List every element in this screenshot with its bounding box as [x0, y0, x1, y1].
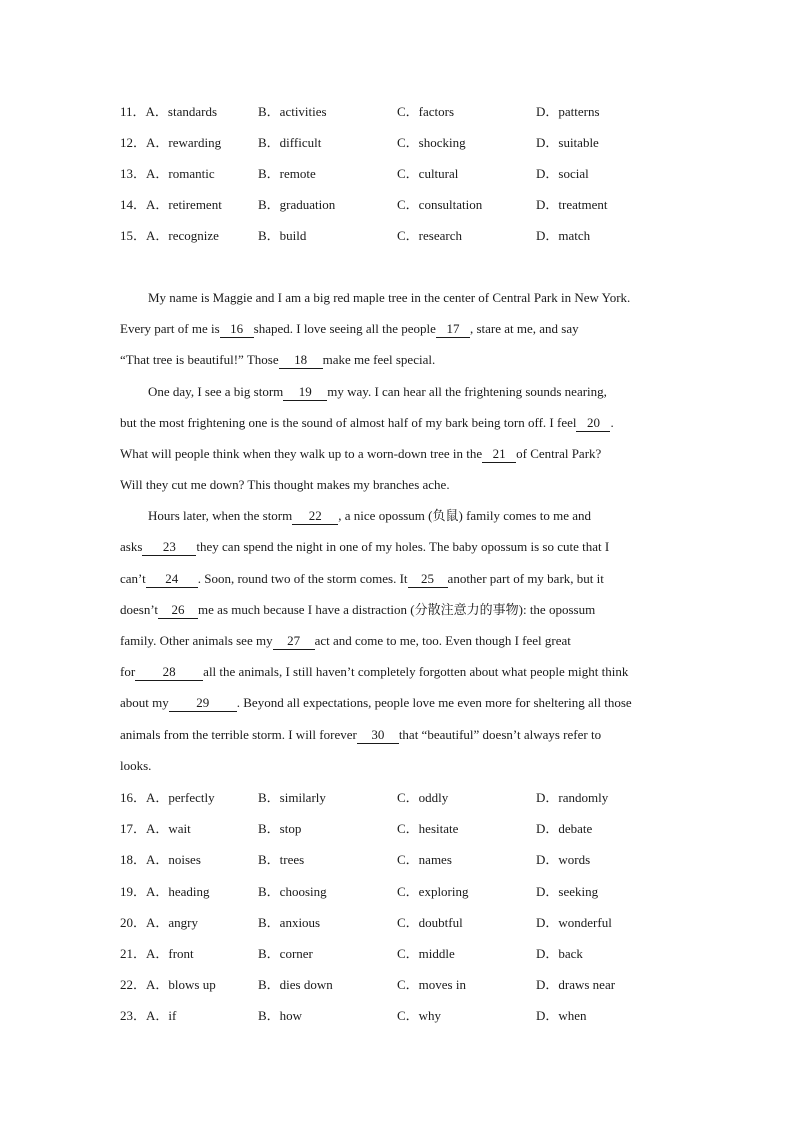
option-c-text: names: [418, 852, 452, 867]
question-number: 15: [120, 228, 133, 243]
option-d-text: wonderful: [558, 915, 612, 930]
option-a-text: noises: [168, 852, 201, 867]
option-d: D．words: [536, 852, 591, 867]
option-d-text: treatment: [558, 197, 608, 212]
option-a-text: recognize: [168, 228, 219, 243]
passage-line: [120, 693, 632, 713]
option-b: B．stop: [258, 821, 302, 836]
passage-text: My name is Maggie and I am a big red maple tree in the center of Central Park in New York.: [148, 290, 631, 305]
option-a-text: standards: [167, 104, 218, 119]
option-d-text: randomly: [558, 790, 609, 805]
option-a-text: romantic: [168, 166, 215, 181]
question-number: 14: [120, 197, 133, 212]
option-d: D．patterns: [536, 104, 600, 119]
passage-line: [120, 475, 450, 495]
passage-line: [148, 506, 591, 526]
passage-text: .: [610, 415, 614, 430]
passage-text: they can spend the night in one of my holes. The baby opossum is so cute that I: [196, 539, 610, 554]
passage-text: my way. I can hear all the frightening sounds nearing,: [327, 384, 607, 399]
option-b: B．how: [258, 1008, 303, 1023]
question-number: 19: [120, 884, 133, 899]
blank-25: 25: [408, 571, 448, 588]
passage-line: [120, 537, 609, 557]
passage-line: [148, 288, 630, 308]
blank-24: 24: [146, 571, 198, 588]
option-c-text: research: [418, 228, 462, 243]
question-number: 18: [120, 852, 133, 867]
option-d: D．suitable: [536, 135, 599, 150]
option-a: 20．A．angry: [120, 915, 198, 930]
passage-line: [120, 444, 601, 464]
option-a: 16．A．perfectly: [120, 790, 215, 805]
passage-text: all the animals, I still haven’t completely forgotten about what people might think: [203, 664, 629, 679]
blank-23: 23: [142, 539, 196, 556]
question-number: 17: [120, 821, 133, 836]
option-a-text: angry: [168, 915, 198, 930]
option-b: B．dies down: [258, 977, 333, 992]
blank-21: 21: [482, 446, 516, 463]
option-b: B．choosing: [258, 884, 327, 899]
blank-30: 30: [357, 727, 399, 744]
option-a: 15．A．recognize: [120, 228, 219, 243]
option-d: D．back: [536, 946, 583, 961]
question-number: 20: [120, 915, 133, 930]
option-d-text: match: [558, 228, 591, 243]
option-d: D．draws near: [536, 977, 616, 992]
option-b-text: activities: [279, 104, 327, 119]
option-b: B．anxious: [258, 915, 321, 930]
option-b: B．graduation: [258, 197, 336, 212]
option-b-text: build: [279, 228, 307, 243]
option-b-text: dies down: [279, 977, 333, 992]
question-number: 16: [120, 790, 133, 805]
question-number: 22: [120, 977, 133, 992]
option-d: D．seeking: [536, 884, 599, 899]
passage-line: [120, 756, 151, 776]
option-a-text: if: [168, 1008, 177, 1023]
option-b-text: choosing: [279, 884, 327, 899]
option-c-text: shocking: [418, 135, 466, 150]
blank-17: 17: [436, 321, 470, 338]
option-c-text: moves in: [418, 977, 466, 992]
option-b: B．corner: [258, 946, 313, 961]
option-a: 11．A．standards: [120, 104, 218, 119]
passage-text: act and come to me, too. Even though I feel great: [314, 633, 571, 648]
option-d: D．match: [536, 228, 591, 243]
option-c: C．doubtful: [397, 915, 463, 930]
passage-line: [120, 569, 604, 589]
option-a-text: retirement: [168, 197, 222, 212]
blank-19: 19: [283, 384, 327, 401]
passage-line: [120, 413, 614, 433]
option-a: 14．A．retirement: [120, 197, 222, 212]
option-d-text: draws near: [558, 977, 616, 992]
option-b-text: how: [279, 1008, 303, 1023]
blank-29: 29: [169, 695, 237, 712]
option-c: C．shocking: [397, 135, 466, 150]
passage-text: Hours later, when the storm: [148, 508, 293, 523]
question-number: 21: [120, 946, 133, 961]
blank-27: 27: [273, 633, 315, 650]
option-b: B．remote: [258, 166, 316, 181]
passage-text: . Soon, round two of the storm comes. It: [197, 571, 408, 586]
blank-18: 18: [279, 352, 323, 369]
option-c: C．cultural: [397, 166, 459, 181]
blank-26: 26: [158, 602, 198, 619]
option-d: D．social: [536, 166, 589, 181]
option-d: D．debate: [536, 821, 593, 836]
passage-text: me as much because I have a distraction (分散注意力的事物): the opossum: [198, 602, 596, 617]
option-d-text: suitable: [558, 135, 599, 150]
passage-text: family. Other animals see my: [120, 633, 273, 648]
option-a: 23．A．if: [120, 1008, 177, 1023]
option-c: C．factors: [397, 104, 455, 119]
option-d: D．wonderful: [536, 915, 612, 930]
passage-text: asks: [120, 539, 143, 554]
option-d-text: back: [558, 946, 583, 961]
option-b: B．activities: [258, 104, 327, 119]
option-a: 13．A．romantic: [120, 166, 215, 181]
passage-text: can’t: [120, 571, 146, 586]
option-c-text: cultural: [418, 166, 459, 181]
option-c: C．names: [397, 852, 452, 867]
passage-text: Will they cut me down? This thought makes my branches ache.: [120, 477, 450, 492]
passage-line: [148, 382, 607, 402]
option-a-text: wait: [168, 821, 191, 836]
option-b: B．trees: [258, 852, 305, 867]
blank-28: 28: [135, 664, 203, 681]
passage-line: [120, 725, 601, 745]
passage-text: for: [120, 664, 136, 679]
passage-text: doesn’t: [120, 602, 159, 617]
option-d: D．when: [536, 1008, 587, 1023]
option-b-text: anxious: [279, 915, 321, 930]
option-c-text: exploring: [418, 884, 469, 899]
option-b-text: stop: [279, 821, 302, 836]
passage-text: about my: [120, 695, 169, 710]
option-b-text: corner: [279, 946, 313, 961]
option-b: B．build: [258, 228, 307, 243]
passage-text: One day, I see a big storm: [148, 384, 284, 399]
option-b-text: graduation: [279, 197, 336, 212]
passage-line: [120, 600, 595, 620]
blank-22: 22: [292, 508, 338, 525]
option-c: C．research: [397, 228, 462, 243]
option-d-text: social: [558, 166, 589, 181]
option-c-text: factors: [418, 104, 455, 119]
option-d-text: seeking: [558, 884, 599, 899]
option-d-text: debate: [558, 821, 593, 836]
question-number: 23: [120, 1008, 133, 1023]
passage-text: , a nice opossum (负鼠) family comes to me and: [338, 508, 591, 523]
passage-line: [120, 319, 579, 339]
passage-text: What will people think when they walk up to a worn-down tree in the: [120, 446, 483, 461]
blank-16: 16: [220, 321, 254, 338]
option-a: 12．A．rewarding: [120, 135, 222, 150]
passage-line: [120, 631, 571, 651]
option-d-text: patterns: [558, 104, 600, 119]
passage-text: that “beautiful” doesn’t always refer to: [398, 727, 602, 742]
option-b-text: remote: [279, 166, 316, 181]
option-c: C．exploring: [397, 884, 469, 899]
option-c: C．why: [397, 1008, 442, 1023]
passage-text: another part of my bark, but it: [447, 571, 604, 586]
option-b-text: similarly: [279, 790, 326, 805]
passage-text: Every part of me is: [120, 321, 220, 336]
passage-line: [120, 350, 435, 370]
option-c-text: hesitate: [418, 821, 459, 836]
option-b: B．similarly: [258, 790, 326, 805]
option-d-text: words: [558, 852, 591, 867]
option-a-text: rewarding: [168, 135, 222, 150]
option-d: D．randomly: [536, 790, 609, 805]
passage-text: of Central Park?: [516, 446, 602, 461]
option-a-text: front: [168, 946, 194, 961]
passage-text: , stare at me, and say: [469, 321, 579, 336]
question-number: 13: [120, 166, 133, 181]
passage-text: make me feel special.: [322, 352, 436, 367]
option-d: D．treatment: [536, 197, 608, 212]
passage-line: [120, 662, 628, 682]
passage-text: animals from the terrible storm. I will forever: [120, 727, 357, 742]
option-b-text: trees: [279, 852, 305, 867]
passage-text: . Beyond all expectations, people love me even more for sheltering all those: [236, 695, 632, 710]
option-a-text: perfectly: [168, 790, 215, 805]
option-b-text: difficult: [279, 135, 322, 150]
option-c-text: middle: [418, 946, 455, 961]
option-a-text: heading: [168, 884, 210, 899]
blank-20: 20: [576, 415, 610, 432]
question-number: 11: [120, 104, 133, 119]
option-c-text: doubtful: [418, 915, 463, 930]
option-c: C．moves in: [397, 977, 466, 992]
option-a: 17．A．wait: [120, 821, 191, 836]
option-c: C．oddly: [397, 790, 449, 805]
option-a: 21．A．front: [120, 946, 194, 961]
passage-text: but the most frightening one is the sound of almost half of my bark being torn off. I feel: [120, 415, 577, 430]
option-c: C．hesitate: [397, 821, 459, 836]
option-c-text: consultation: [418, 197, 483, 212]
option-c-text: why: [418, 1008, 442, 1023]
option-c: C．consultation: [397, 197, 483, 212]
passage-text: shaped. I love seeing all the people: [253, 321, 436, 336]
option-c: C．middle: [397, 946, 455, 961]
option-a: 19．A．heading: [120, 884, 210, 899]
passage-text: looks.: [120, 758, 152, 773]
option-a: 22．A．blows up: [120, 977, 216, 992]
question-number: 12: [120, 135, 133, 150]
option-b: B．difficult: [258, 135, 322, 150]
option-a-text: blows up: [168, 977, 216, 992]
option-c-text: oddly: [418, 790, 449, 805]
option-d-text: when: [558, 1008, 587, 1023]
passage-text: “That tree is beautiful!” Those: [120, 352, 279, 367]
option-a: 18．A．noises: [120, 852, 201, 867]
